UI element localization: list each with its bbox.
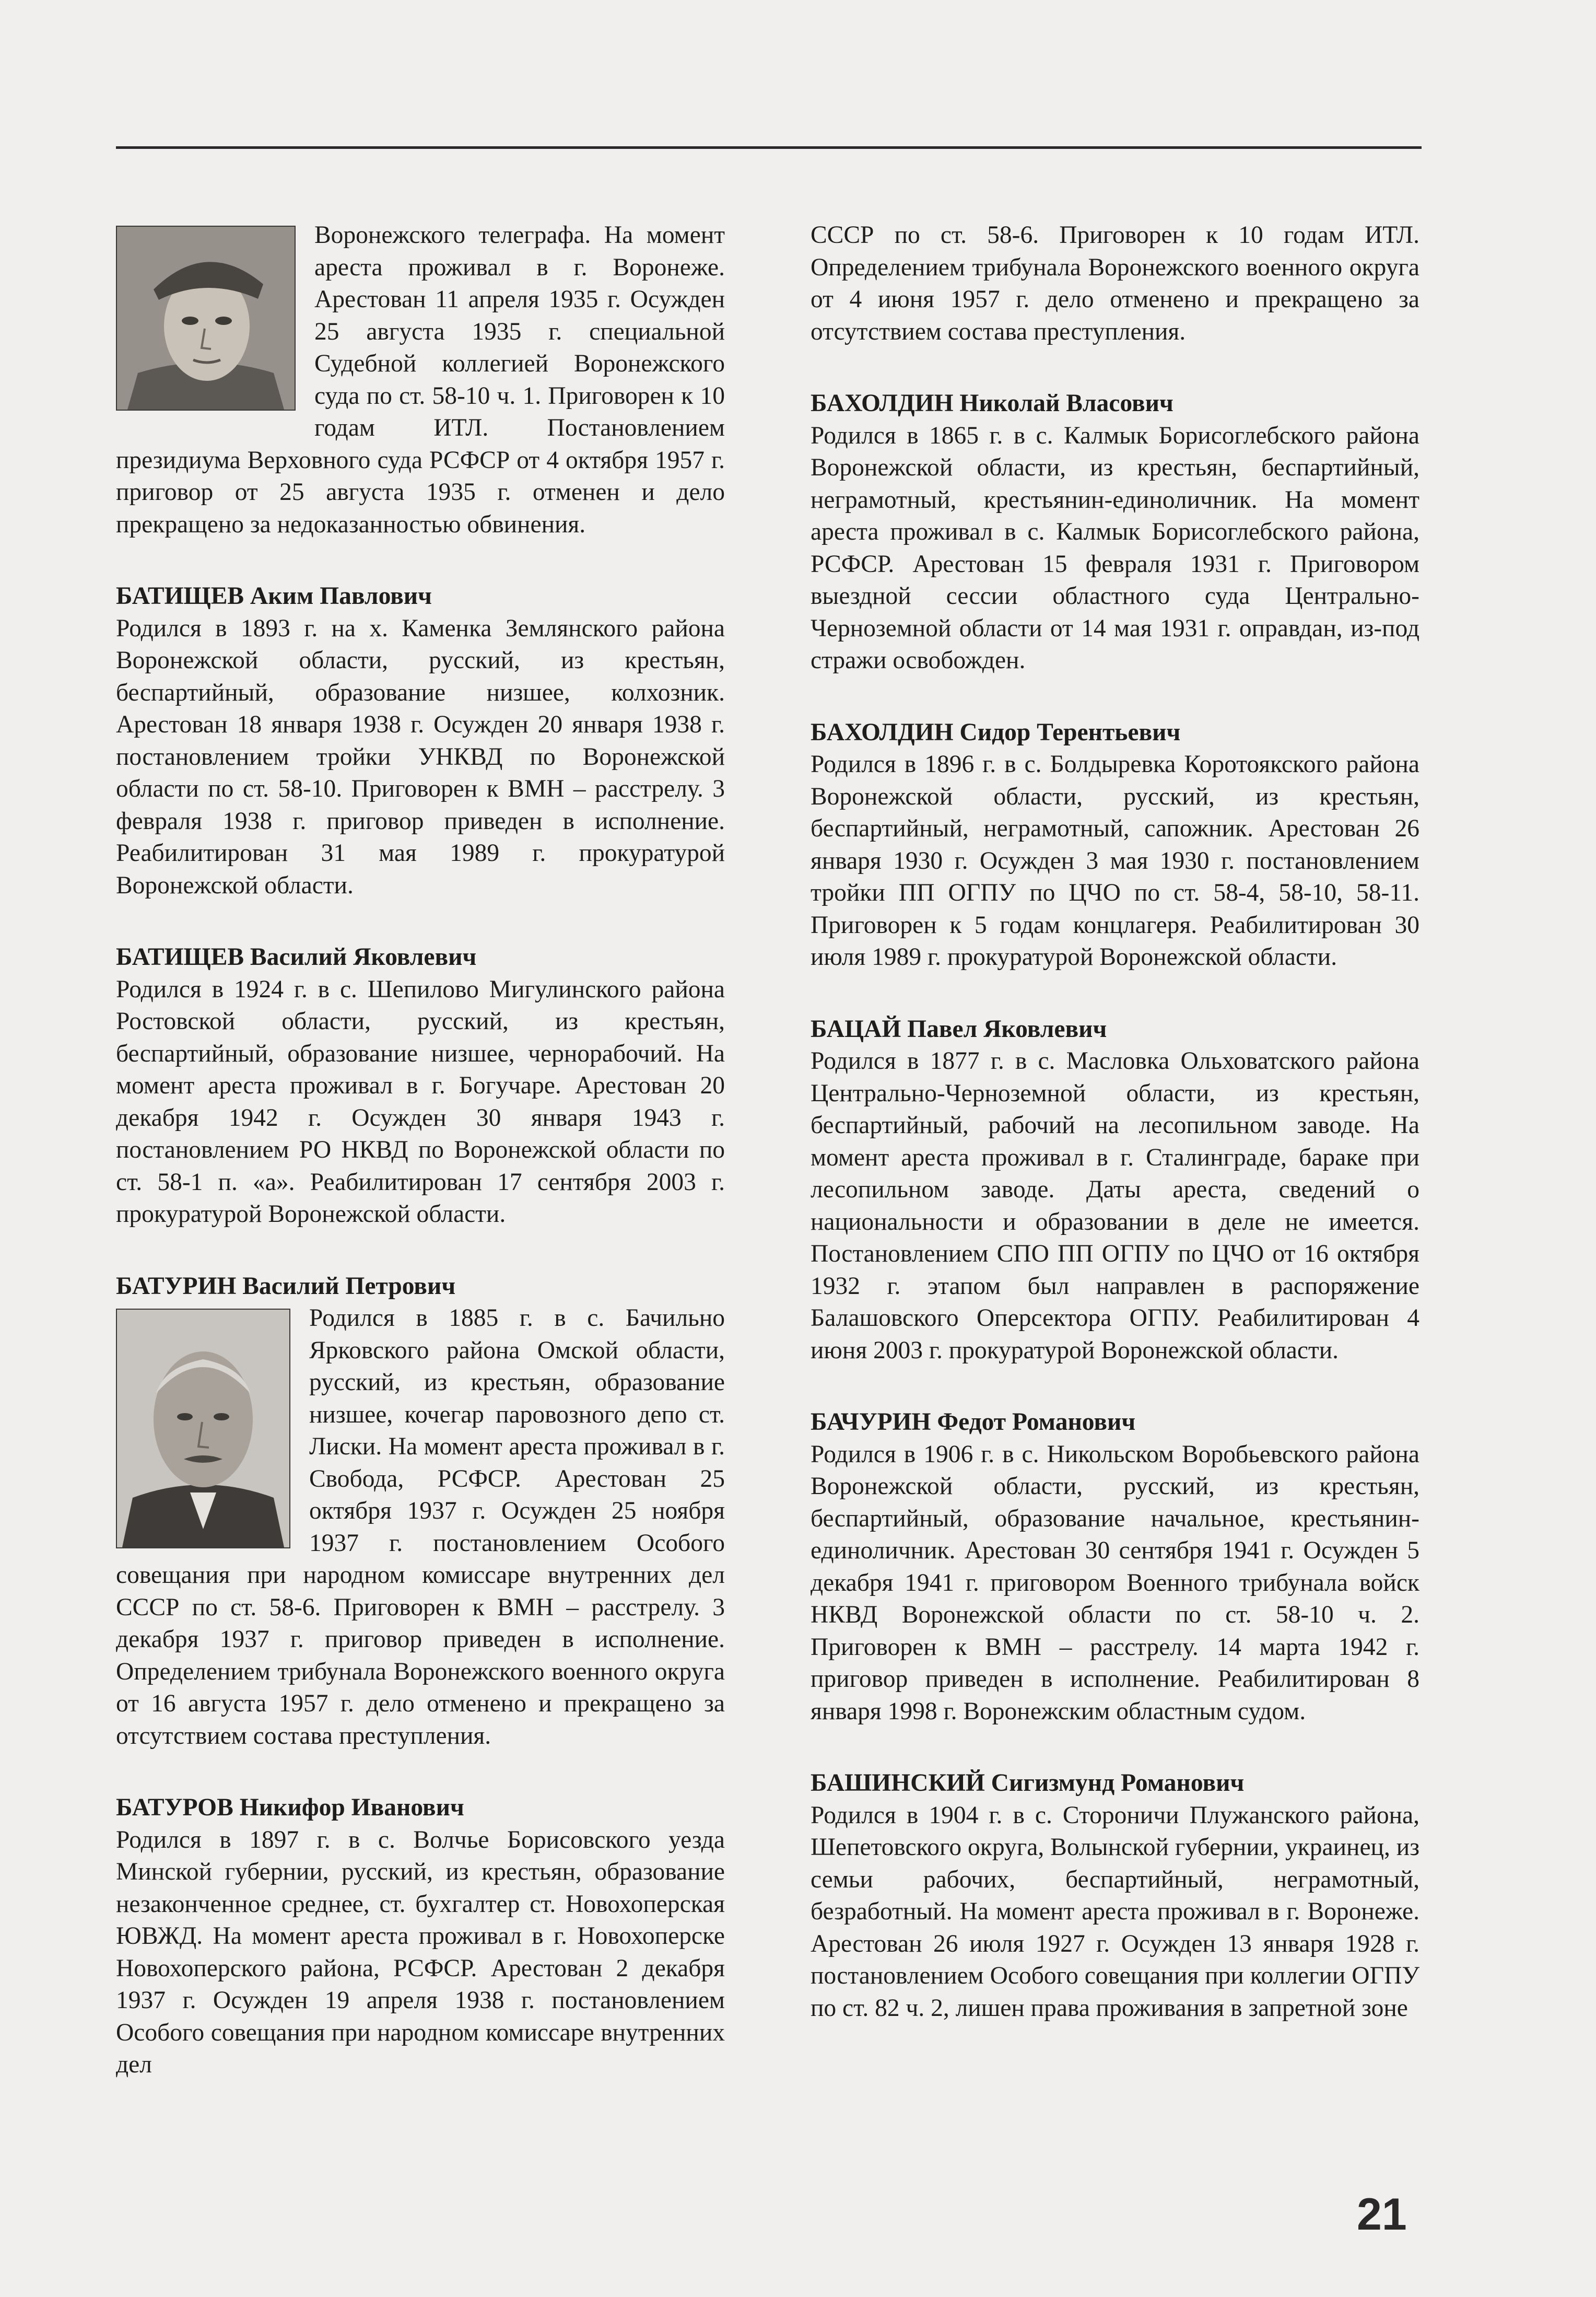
entry-bakholdin-nikolai [811,388,1419,677]
entry-text: Родился в 1893 г. на х. Каменка Землянского района Воронежской области, русский, из крестьян, беспартийный, образование низшее, колхозник. Арестован 18 января 1938 г. Осужден 20 января 1938 г. постановлением тройки УНКВД по Воронежской области по ст. 58-10. Приговорен к ВМН – расстрелу. 3 февраля 1938 г. приговор приведен в исполнение. Реабилитирован 31 мая 1989 г. прокуратурой Воронежской области. [116,614,725,899]
entry-text: Родился в 1924 г. в с. Шепилово Мигулинского района Ростовской области, русский, из крестьян, беспартийный, образование низшее, чернорабочий. На момент ареста проживал в г. Богучаре. Арестован 20 декабря 1942 г. Осужден 30 января 1943 г. постановлением РО НКВД по Воронежской области по ст. 58-1 п. «а». Реабилитирован 17 сентября 2003 г. прокуратурой Воронежской области. [116,975,725,1228]
entry-name: БАТУРИН Василий Петрович [116,1272,456,1300]
page-number: 21 [1357,2189,1407,2240]
portrait-photo [116,226,296,411]
header-rule [116,146,1422,149]
entry-name: БАШИНСКИЙ Сигизмунд Романович [811,1769,1245,1797]
entry-name: БАХОЛДИН Николай Власович [811,390,1173,417]
entry-bachurin-fedot [811,1406,1419,1728]
entry-batsai-pavel [811,1013,1419,1367]
entry-text: Родился в 1877 г. в с. Масловка Ольховатского района Центрально-Черноземной области, из крестьян, беспартийный, рабочий на лесопильном заводе. На момент ареста проживал в г. Сталинграде, бараке при лесопильном заводе. Даты ареста, сведений о национальности и образовании в деле не имеется. Постановлением СПО ПП ОГПУ по ЦЧО от 16 октября 1932 г. этапом был направлен в распоряжение Балашовского Оперсектора ОГПУ. Реабилитирован 4 июня 2003 г. прокуратурой Воронежской области. [811,1047,1419,1364]
entry-text: Родился в 1897 г. в с. Волчье Борисовского уезда Минской губернии, русский, из крестьян, образование незаконченное среднее, ст. бухгалтер ст. Новохоперская ЮВЖД. На момент ареста проживал в г. Новохоперске Новохоперского района, РСФСР. Арестован 2 декабря 1937 г. Осужден 19 апреля 1938 г. постановлением Особого совещания при народном комиссаре внутренних дел [116,1826,725,2078]
entry-text: Воронежского телеграфа. На момент ареста проживал в г. Воронеже. Арестован 11 апреля 1935 г. Осужден 25 августа 1935 г. специальной Судебной коллегией Воронежского суда по ст. 58-10 ч. 1. Приговорен к 10 годам ИТЛ. Постановлением президиума Верховного суда РСФСР от 4 октября 1957 г. приговор от 25 августа 1935 г. отменен и дело прекращено за недоказанностью обвинения. [116,221,725,538]
portrait-photo [116,1309,290,1548]
entry-batishchev-vasily [116,941,725,1231]
entry-text: СССР по ст. 58-6. Приговорен к 10 годам ИТЛ. Определением трибунала Воронежского военного округа от 4 июня 1957 г. дело отменено и прекращено за отсутствием состава преступления. [811,221,1419,345]
entry-bashinsky-sigizmund [811,1767,1419,2024]
entry-name: БАЦАЙ Павел Яковлевич [811,1015,1107,1043]
right-column [811,219,1419,2064]
entry-text: Родился в 1904 г. в с. Стороничи Плужанского района, Шепетовского округа, Волынской губернии, украинец, из семьи рабочих, беспартийный, неграмотный, безработный. На момент ареста проживал в г. Воронеже. Арестован 26 июля 1927 г. Осужден 13 января 1928 г. постановлением Особого совещания при коллегии ОГПУ по ст. 82 ч. 2, лишен права проживания в запретной зоне [811,1801,1419,2022]
entry-text: Родился в 1885 г. в с. Бачильно Ярковского района Омской области, русский, из крестьян, образование низшее, кочегар паровозного депо ст. Лиски. На момент ареста проживал в г. Свобода, РСФСР. Арестован 25 октября 1937 г. Осужден 25 ноября 1937 г. постановлением Особого совещания при народном комиссаре внутренних дел СССР по ст. 58-6. Приговорен к ВМН – расстрелу. 3 декабря 1937 г. приговор приведен в исполнение. Определением трибунала Воронежского военного округа от 16 августа 1957 г. дело отменено и прекращено за отсутствием состава преступления. [116,1304,725,1750]
entry-name: БАТИЩЕВ Аким Павлович [116,582,432,610]
entry-text: Родился в 1896 г. в с. Болдыревка Коротоякского района Воронежской области, русский, из крестьян, беспартийный, неграмотный, сапожник. Арестован 26 января 1930 г. Осужден 3 мая 1930 г. постановлением тройки ПП ОГПУ по ЦЧО по ст. 58-4, 58-10, 58-11. Приговорен к 5 годам концлагеря. Реабилитирован 30 июля 1989 г. прокуратурой Воронежской области. [811,751,1419,971]
entry-baturin-vasily [116,1270,725,1753]
entry-name: БАТУРОВ Никифор Иванович [116,1794,464,1821]
entry-text: Родился в 1865 г. в с. Калмык Борисоглебского района Воронежской области, из крестьян, беспартийный, неграмотный, крестьянин-единоличник. На момент ареста проживал в с. Калмык Борисоглебского района, РСФСР. Арестован 15 февраля 1931 г. Приговором выездной сессии областного суда Центрально-Черноземной области от 14 мая 1931 г. оправдан, из-под стражи освобожден. [811,422,1419,674]
entry-baturov-nikifor [116,1792,725,2081]
entry-continuation [116,219,725,541]
portrait-man-cap-icon [117,227,295,410]
entry-continuation [811,219,1419,348]
entry-bakholdin-sidor [811,717,1419,974]
entry-text: Родился в 1906 г. в с. Никольском Воробьевского района Воронежской области, русский, из крестьян, беспартийный, образование начальное, крестьянин-единоличник. Арестован 30 сентября 1941 г. Осужден 5 декабря 1941 г. приговором Военного трибунала войск НКВД Воронежской области по ст. 58-10 ч. 2. Приговорен к ВМН – расстрелу. 14 марта 1942 г. приговор приведен в исполнение. Реабилитирован 8 января 1998 г. Воронежским областным судом. [811,1440,1419,1725]
portrait-elderly-man-icon [117,1310,289,1547]
entry-name: БАТИЩЕВ Василий Яковлевич [116,943,477,971]
entry-batishchev-akim [116,580,725,902]
left-column [116,219,725,2121]
entry-name: БАЧУРИН Федот Романович [811,1408,1136,1436]
entry-name: БАХОЛДИН Сидор Терентьевич [811,718,1181,746]
